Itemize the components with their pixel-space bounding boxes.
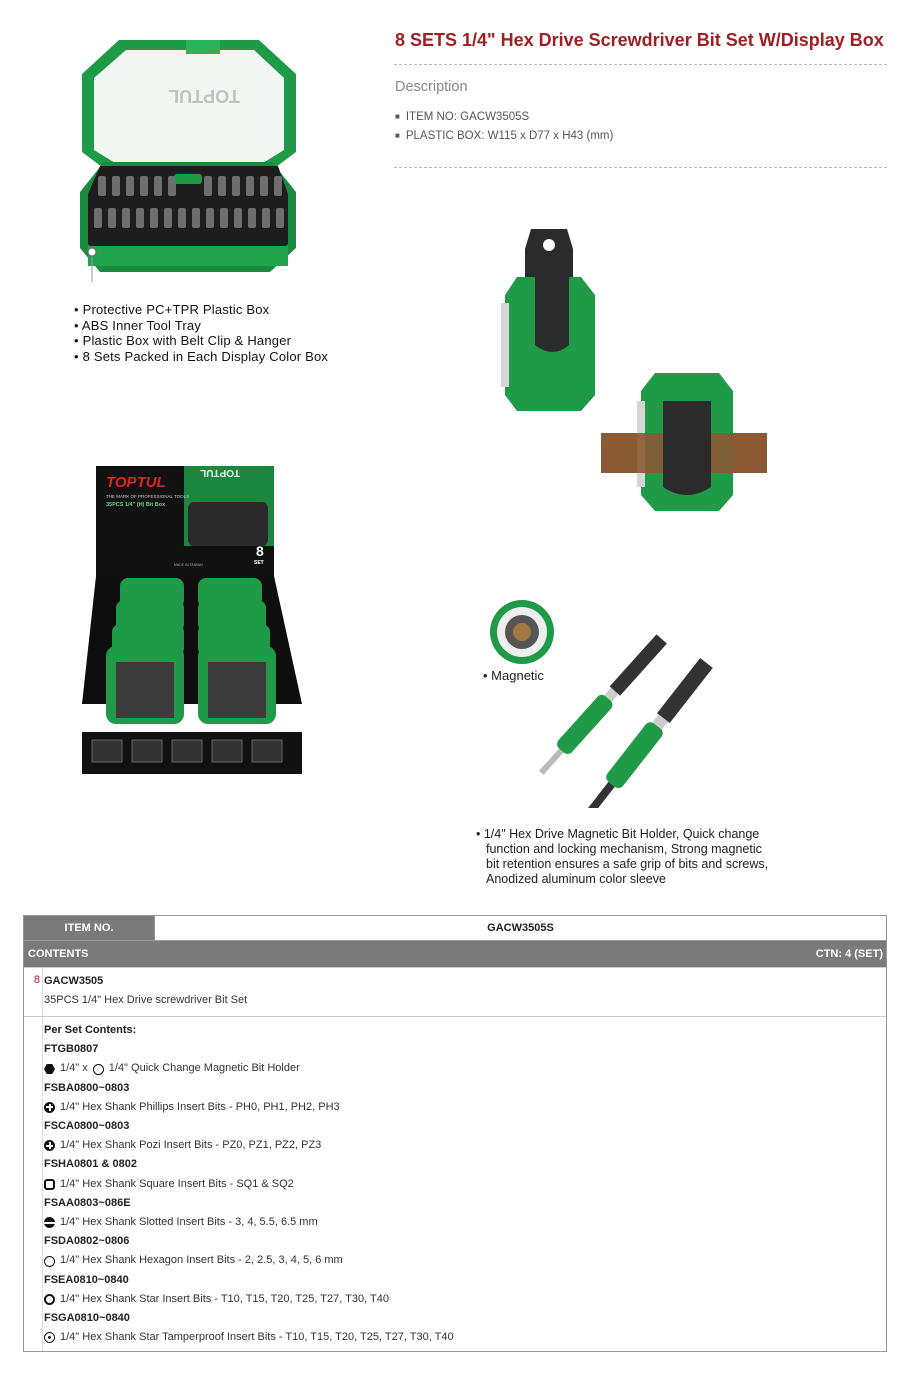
ctn-label: CTN: 4 (SET) bbox=[815, 948, 883, 960]
part-code: FSEA0810~0840 bbox=[44, 1273, 129, 1286]
part-desc-text: 1/4" Hex Shank Star Tamperproof Insert Bits - T10, T15, T20, T25, T27, T30, T40 bbox=[60, 1331, 454, 1344]
display-tagline: THE MARK OF PROFESSIONAL TOOLS bbox=[106, 494, 190, 499]
display-set-count: 8 bbox=[256, 543, 264, 559]
part-desc-text: 1/4" Hex Shank Star Insert Bits - T10, T15, T20, T25, T27, T30, T40 bbox=[60, 1292, 389, 1305]
hex-icon bbox=[44, 1064, 55, 1075]
set-row bbox=[24, 967, 886, 1016]
part-description bbox=[43, 1251, 886, 1270]
part-code: FTGB0807 bbox=[44, 1043, 99, 1056]
contents-header bbox=[24, 940, 886, 967]
feature-item: • Plastic Box with Belt Clip & Hanger bbox=[74, 333, 328, 349]
part-code: FSBA0800~0803 bbox=[44, 1081, 130, 1094]
holder-caption-line: • 1/4" Hex Drive Magnetic Bit Holder, Quick change bbox=[476, 827, 768, 842]
square-icon bbox=[44, 1179, 55, 1190]
divider bbox=[394, 167, 887, 168]
magnetic-label: • Magnetic bbox=[483, 668, 544, 683]
hexagon-icon bbox=[44, 1256, 55, 1267]
holder-caption bbox=[476, 827, 768, 887]
part-code: FSGA0810~0840 bbox=[44, 1312, 130, 1325]
per-set-spacer bbox=[24, 1017, 43, 1351]
set-quantity: 8 bbox=[24, 968, 43, 1016]
part-desc-prefix: 1/4" x bbox=[60, 1062, 88, 1075]
part-description bbox=[43, 1290, 886, 1309]
part-desc-text: 1/4" Hex Shank Hexagon Insert Bits - 2, 2.5, 3, 4, 5, 6 mm bbox=[60, 1254, 343, 1267]
description-list bbox=[395, 108, 613, 146]
bit-holder-image bbox=[480, 598, 720, 808]
set-code: GACW3505 bbox=[44, 975, 104, 987]
part-description bbox=[43, 1175, 886, 1194]
part-code: FSCA0800~0803 bbox=[44, 1120, 130, 1133]
belt-clip-image bbox=[497, 225, 773, 515]
display-product-text: 35PCS 1/4" (H) Bit Box bbox=[106, 502, 166, 508]
holder-caption-line: Anodized aluminum color sleeve bbox=[486, 872, 666, 886]
part-description bbox=[43, 1059, 886, 1078]
tamperproof-star-icon bbox=[44, 1332, 55, 1343]
phillips-icon bbox=[44, 1102, 55, 1113]
part-code: FSHA0801 & 0802 bbox=[44, 1158, 137, 1171]
part-desc-text: 1/4" Hex Shank Slotted Insert Bits - 3, 4, 5.5, 6.5 mm bbox=[60, 1216, 318, 1229]
part-code: FSDA0802~0806 bbox=[44, 1235, 130, 1248]
slotted-icon bbox=[44, 1217, 55, 1228]
part-desc-text: 1/4" Hex Shank Pozi Insert Bits - PZ0, PZ1, PZ2, PZ3 bbox=[60, 1139, 322, 1152]
star-icon bbox=[44, 1294, 55, 1305]
per-set-heading: Per Set Contents: bbox=[44, 1024, 137, 1037]
divider bbox=[394, 64, 887, 65]
holder-caption-line: function and locking mechanism, Strong magnetic bbox=[486, 842, 762, 856]
part-description bbox=[43, 1328, 886, 1347]
part-desc-text: 1/4" Hex Shank Square Insert Bits - SQ1 & SQ2 bbox=[60, 1177, 294, 1190]
part-description bbox=[43, 1136, 886, 1155]
item-row bbox=[24, 916, 886, 940]
display-box-image bbox=[80, 462, 306, 776]
page-title: 8 SETS 1/4" Hex Drive Screwdriver Bit Set W/Display Box bbox=[395, 30, 884, 50]
per-set-row bbox=[24, 1016, 886, 1351]
part-code: FSAA0803~086E bbox=[44, 1196, 131, 1209]
feature-item: • Protective PC+TPR Plastic Box bbox=[74, 302, 328, 318]
display-made-in: MADE IN TAIWAN bbox=[174, 563, 203, 567]
pozi-icon bbox=[44, 1140, 55, 1151]
spec-table bbox=[23, 915, 887, 1352]
display-brand-text-reversed: TOPTUL bbox=[200, 467, 240, 478]
feature-item: • ABS Inner Tool Tray bbox=[74, 318, 328, 334]
set-text: 35PCS 1/4" Hex Drive screwdriver Bit Set bbox=[44, 994, 248, 1006]
part-description bbox=[43, 1098, 886, 1117]
display-set-label: SET bbox=[254, 560, 264, 566]
item-value: GACW3505S bbox=[154, 916, 886, 940]
description-heading: Description bbox=[395, 79, 468, 95]
feature-item: • 8 Sets Packed in Each Display Color Box bbox=[74, 349, 328, 365]
feature-list bbox=[74, 302, 328, 365]
contents-label: CONTENTS bbox=[28, 948, 89, 960]
display-brand-text: TOPTUL bbox=[106, 474, 166, 491]
part-desc-text: 1/4" Quick Change Magnetic Bit Holder bbox=[108, 1062, 300, 1075]
lid-brand-text: TOPTUL bbox=[168, 86, 240, 106]
bit-box-image bbox=[74, 34, 304, 284]
description-item: ■ PLASTIC BOX: W115 x D77 x H43 (mm) bbox=[395, 127, 613, 146]
ring-icon bbox=[93, 1064, 104, 1075]
item-label: ITEM NO. bbox=[24, 916, 154, 940]
description-item: ■ ITEM NO: GACW3505S bbox=[395, 108, 613, 127]
part-description bbox=[43, 1213, 886, 1232]
part-desc-text: 1/4" Hex Shank Phillips Insert Bits - PH0, PH1, PH2, PH3 bbox=[60, 1100, 340, 1113]
holder-caption-line: bit retention ensures a safe grip of bits and screws, bbox=[486, 857, 769, 871]
